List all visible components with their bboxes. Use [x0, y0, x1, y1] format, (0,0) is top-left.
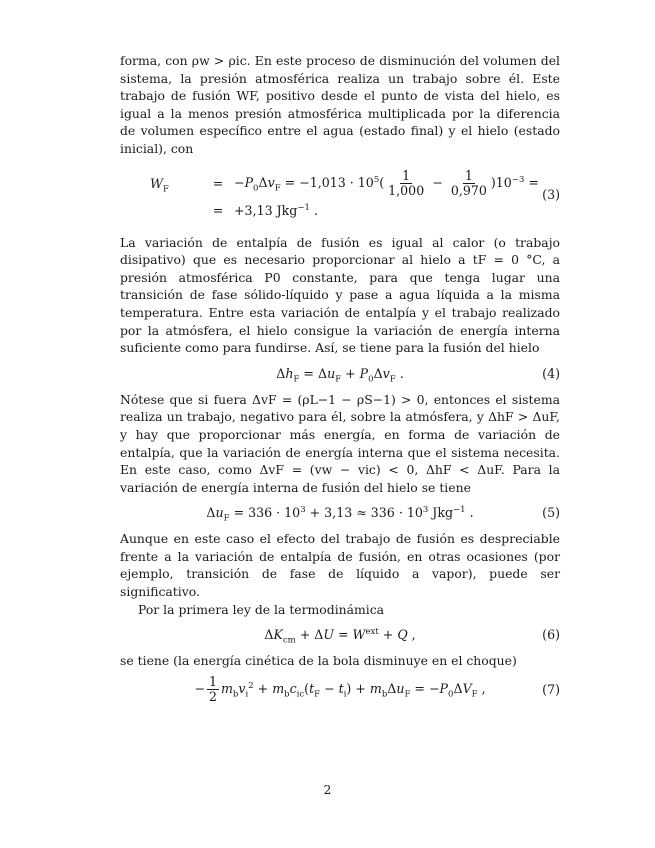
eq5-number: (5)	[542, 505, 560, 521]
eq4-number: (4)	[542, 365, 560, 381]
equation-4	[120, 357, 560, 391]
paragraph-3: Nótese que si fuera ΔvF = (ρL−1 − ρS−1) > 0, entonces el sistema realiza un trabajo, negativo para él, sobre la atmósfera, y ΔhF > ΔuF, y hay que proporcionar más energía, en forma de variación de entalpía, que la variación de energía interna que el sistema necesita. En este caso, como ΔvF = (vw − vic) < 0, ΔhF < ΔuF. Para la variación de energía interna de fusión del hielo se tiene	[120, 391, 560, 495]
eq7-body: − $\frac{1}{2}$ $m_bv_i^2 + m_bc_{ic}(t_F - t_i) + m_b\Delta u_F = -P_0\Delta V_F$ ,	[194, 674, 486, 705]
eq6-number: (6)	[542, 627, 560, 643]
eq5-body: $\Delta u_F = 336 \cdot 10^3 + 3,13 \approx 336 \cdot 10^3$ Jkg$^{-1}$ .	[206, 505, 474, 524]
equation-6	[120, 618, 560, 652]
paragraph-2: La variación de entalpía de fusión es igual al calor (o trabajo disipativo) que es necesario proporcionar al hielo a tF = 0 °C, a presión atmosférica P0 constante, para que tenga lugar una transición de fase sólido-líquido y pase a agua líquida a la misma temperatura. Entre esta variación de entalpía y el trabajo realizado por la atmósfera, el hielo consigue la variación de energía interna suficiente como para fundirse. Así, se tiene para la fusión del hielo	[120, 234, 560, 356]
eq3-rhs-line1: $-P_0\Delta v_F = -1,013 \cdot 10^5$( $\frac{1}{1,000}$ − $\frac{1}{0,970}$ )$10^{-3}$ =	[234, 168, 539, 199]
page-number: 2	[323, 782, 332, 797]
eq3-rhs-line2: +3,13 Jkg$^{-1}$ .	[234, 202, 318, 218]
paragraph-6: se tiene (la energía cinética de la bola disminuye en el choque)	[120, 653, 517, 669]
eq6-body: $\Delta K_{cm} + \Delta U = W^{ext} + Q$ ,	[264, 627, 416, 646]
eq4-body: $\Delta h_F = \Delta u_F + P_0\Delta v_F$ .	[276, 365, 404, 385]
eq3-rel-2: =	[212, 202, 224, 218]
eq3-lhs: $W_F$	[150, 175, 169, 195]
page-body	[120, 52, 560, 710]
eq3-rel-1: =	[212, 175, 224, 191]
equation-7	[120, 670, 560, 710]
eq3-frac-1: $\frac{1}{1,000}$	[388, 168, 425, 199]
eq7-number: (7)	[542, 682, 560, 698]
equation-5	[120, 496, 560, 530]
equation-3	[120, 168, 560, 222]
eq3-frac-2: $\frac{1}{0,970}$	[450, 168, 487, 199]
paragraph-5: Por la primera ley de la termodinámica	[138, 601, 385, 617]
paragraph-4: Aunque en este caso el efecto del trabajo de fusión es despreciable frente a la variación de entalpía de fusión, en otras ocasiones (por ejemplo, transición de fase de líquido a vapor), puede ser significativo.	[120, 531, 560, 600]
eq3-number: (3)	[542, 186, 560, 202]
paragraph-1: forma, con ρw > ρic. En este proceso de disminución del volumen del sistema, la presión atmosférica realiza un trabajo sobre él. Este trabajo de fusión WF, positivo desde el punto de vista del hielo, es igual a la menos presión atmosférica multiplicada por la diferencia de volumen específico entre el agua (estado final) y el hielo (estado inicial), con	[120, 53, 560, 156]
